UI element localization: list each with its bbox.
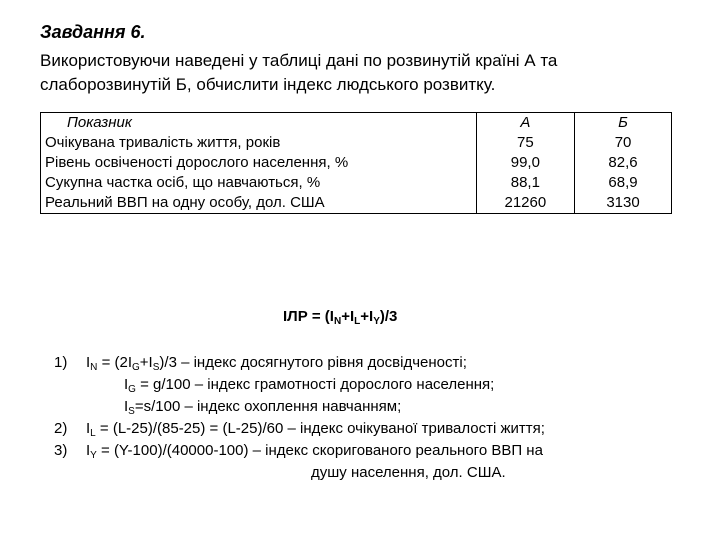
item-number: 1) <box>54 354 68 371</box>
row-label: Сукупна частка осіб, що навчаються, % <box>41 173 477 193</box>
row-label: Реальний ВВП на одну особу, дол. США <box>41 193 477 214</box>
table-row <box>41 193 672 214</box>
item-number: 3) <box>54 442 68 459</box>
table-row <box>41 173 672 193</box>
table-row <box>41 153 672 173</box>
task-description-line-2: слаборозвинутій Б, обчислити індекс людського розвитку. <box>40 75 496 94</box>
hdi-formula: ІЛР = $(І_N+І_L+І_Y)/3$ <box>283 308 398 327</box>
value-b: 3130 <box>575 193 672 214</box>
value-a: 99,0 <box>476 153 574 173</box>
table-row <box>41 133 672 153</box>
row-label: Рівень освіченості дорослого населення, % <box>41 153 477 173</box>
value-a: 88,1 <box>476 173 574 193</box>
value-a: 75 <box>476 133 574 153</box>
table-header-row <box>41 113 672 134</box>
value-a: 21260 <box>476 193 574 214</box>
header-indicator: Показник <box>41 113 477 134</box>
indicators-table <box>40 112 672 214</box>
header-country-b: Б <box>575 113 672 134</box>
row-label: Очікувана тривалість життя, років <box>41 133 477 153</box>
task-description-line-1: Використовуючи наведені у таблиці дані по розвинутій країні А та <box>40 51 558 70</box>
value-b: 82,6 <box>575 153 672 173</box>
item-number: 2) <box>54 420 68 437</box>
value-b: 70 <box>575 133 672 153</box>
task-title: Завдання 6. <box>40 22 146 42</box>
header-country-a: А <box>476 113 574 134</box>
task-description <box>40 49 700 97</box>
value-b: 68,9 <box>575 173 672 193</box>
